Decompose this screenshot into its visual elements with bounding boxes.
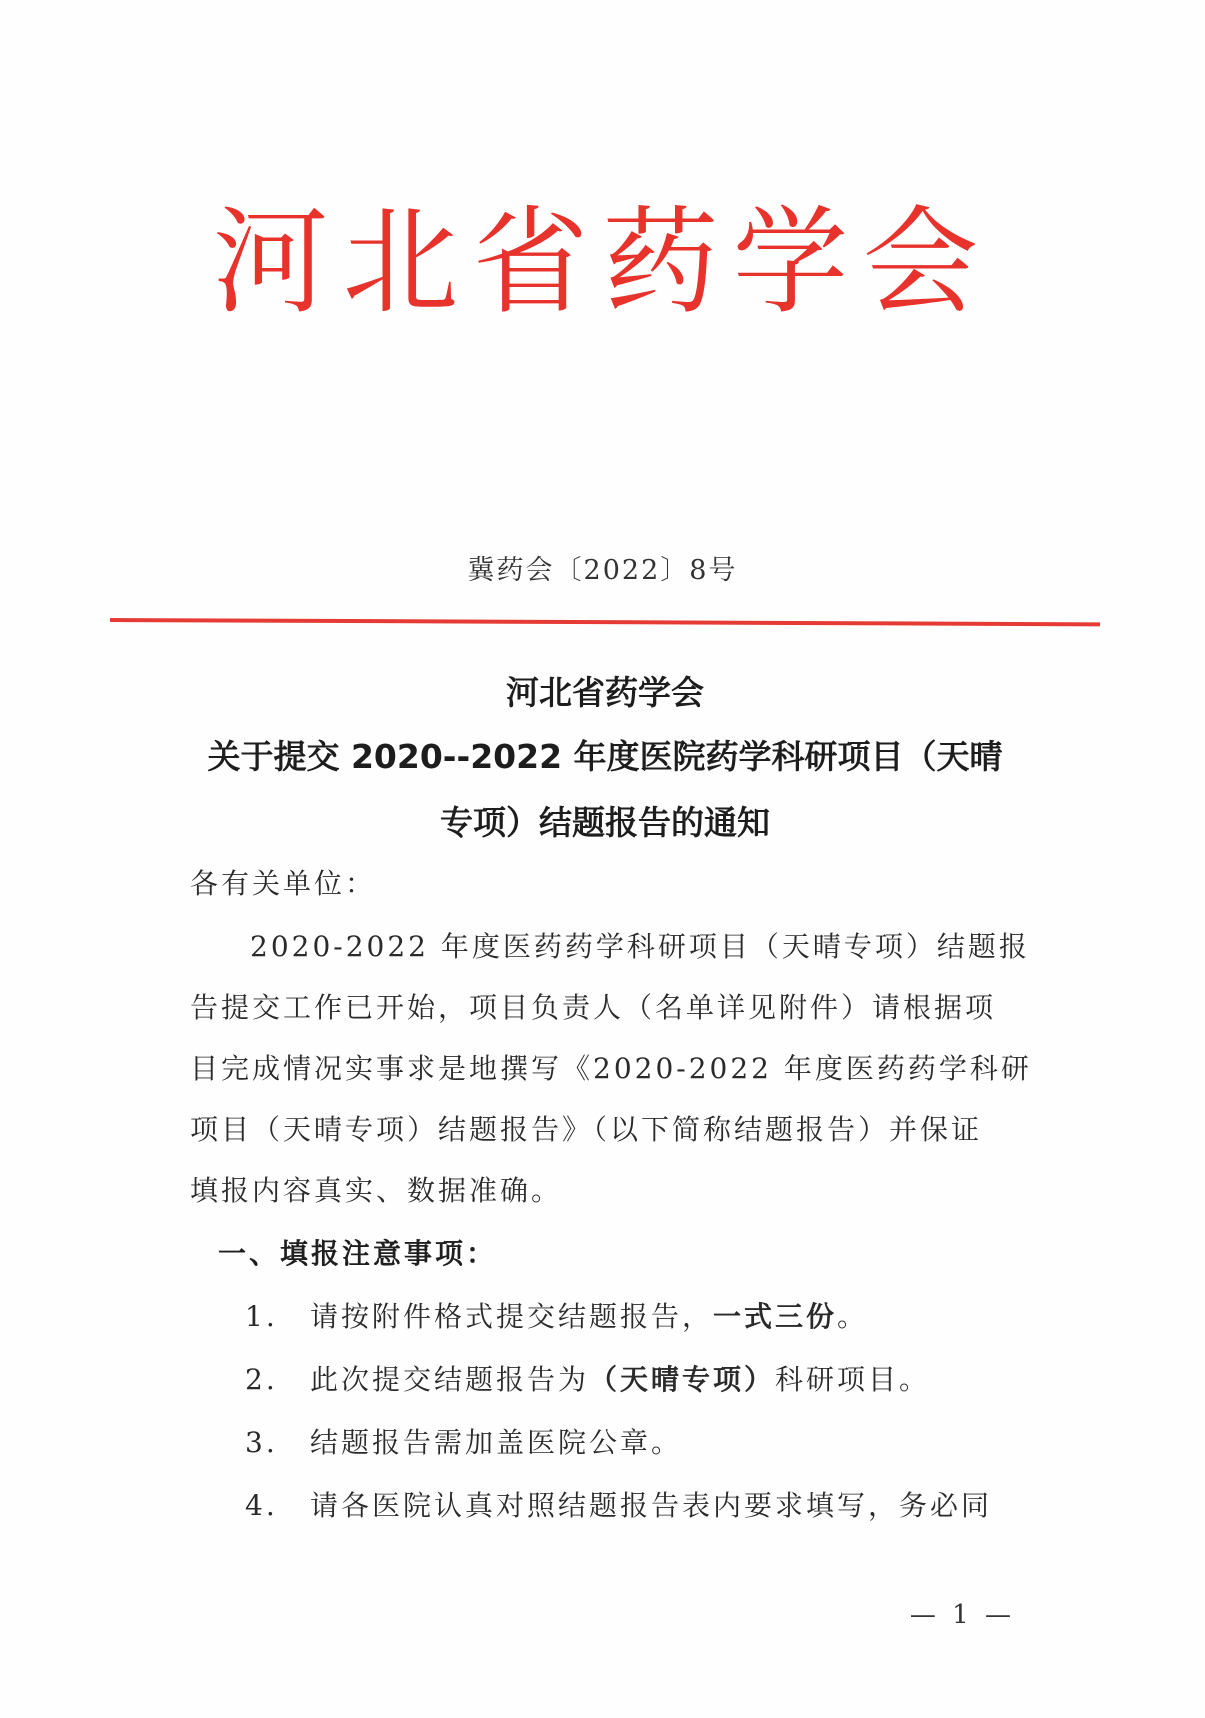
section-heading: 一、填报注意事项： bbox=[218, 1237, 498, 1270]
notice-title-line-2: 关于提交 2020--2022 年度医院药学科研项目（天晴 bbox=[207, 737, 1003, 776]
document-number: 冀药会〔2022〕8号 bbox=[467, 555, 738, 586]
list-item-1 bbox=[245, 1300, 1025, 1333]
list-item-text-end: 科研项目。 bbox=[775, 1363, 931, 1396]
list-item-4 bbox=[245, 1489, 1025, 1522]
page-number: — 1 — bbox=[909, 1600, 1015, 1630]
paragraph-line-5: 填报内容真实、数据准确。 bbox=[190, 1174, 563, 1207]
list-item-text-end: 。 bbox=[837, 1300, 869, 1333]
list-item-3 bbox=[245, 1426, 1025, 1459]
list-item-emphasis: （天晴专项） bbox=[589, 1363, 776, 1396]
list-item-2 bbox=[245, 1363, 1025, 1396]
list-item-number: 1. bbox=[245, 1300, 278, 1333]
notice-title-line-1: 河北省药学会 bbox=[506, 673, 704, 712]
paragraph-line-1: 2020-2022 年度医药药学科研项目（天晴专项）结题报 bbox=[250, 930, 1030, 963]
paragraph-line-2: 告提交工作已开始，项目负责人（名单详见附件）请根据项 bbox=[190, 991, 997, 1024]
notice-title-line-3: 专项）结题报告的通知 bbox=[440, 803, 770, 842]
salutation: 各有关单位： bbox=[190, 867, 377, 900]
masthead-title: 河北省药学会 bbox=[212, 195, 993, 330]
paragraph-line-3: 目完成情况实事求是地撰写《2020-2022 年度医药药学科研 bbox=[190, 1052, 1032, 1085]
list-item-text: 此次提交结题报告为 bbox=[310, 1363, 590, 1396]
list-item-text: 结题报告需加盖医院公章。 bbox=[310, 1426, 683, 1459]
list-item-text: 请按附件格式提交结题报告， bbox=[310, 1300, 714, 1333]
paragraph-line-4: 项目（天晴专项）结题报告》（以下简称结题报告）并保证 bbox=[190, 1113, 983, 1146]
list-item-number: 4. bbox=[245, 1489, 278, 1522]
list-item-number: 3. bbox=[245, 1426, 278, 1459]
list-item-number: 2. bbox=[245, 1363, 278, 1396]
list-item-emphasis: 一式三份 bbox=[713, 1300, 838, 1333]
red-divider-line bbox=[110, 618, 1100, 626]
list-item-text: 请各医院认真对照结题报告表内要求填写，务必同 bbox=[310, 1489, 993, 1522]
